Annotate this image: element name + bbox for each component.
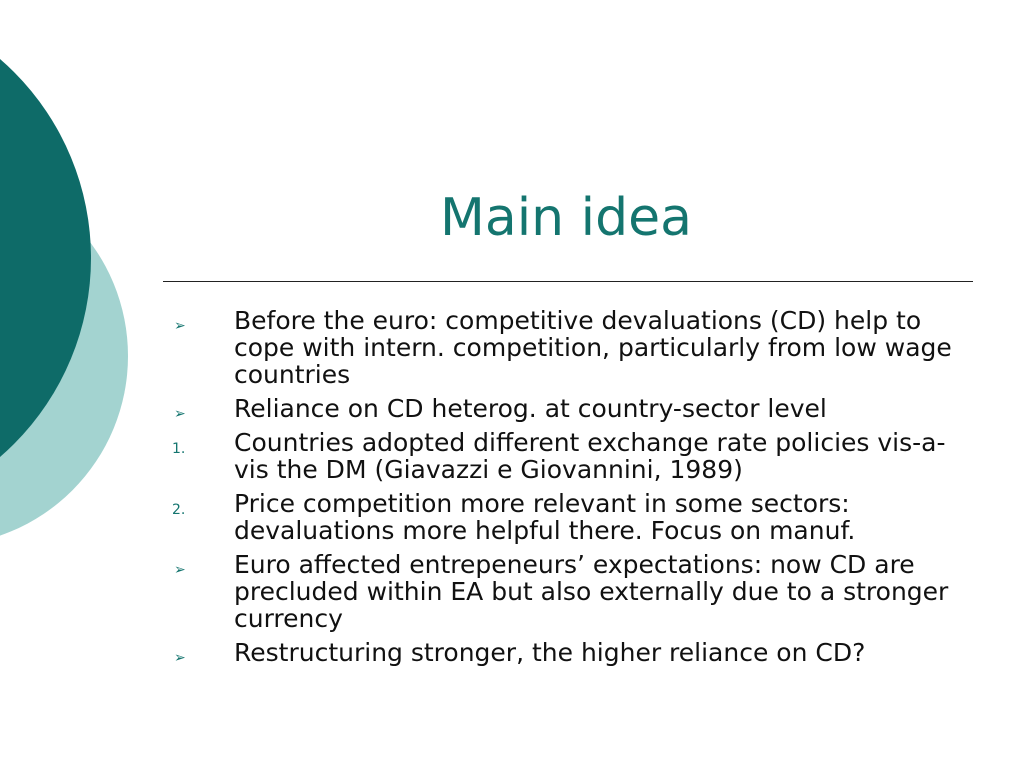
list-item (168, 551, 968, 632)
title-divider (163, 281, 973, 282)
list-item-text: Reliance on CD heterog. at country-sector level (234, 394, 827, 423)
arrow-bullet-icon: ➢ (174, 318, 186, 334)
list-item (168, 429, 968, 483)
list-item-text: Price competition more relevant in some sectors: devaluations more helpful there. Focus on manuf. (234, 489, 856, 545)
bullet-list (168, 307, 968, 673)
arrow-bullet-icon: ➢ (174, 562, 186, 578)
slide-title: Main idea (440, 188, 692, 248)
list-item (168, 639, 968, 666)
list-item (168, 307, 968, 388)
arrow-bullet-icon: ➢ (174, 650, 186, 666)
list-item-text: Euro affected entrepeneurs’ expectations: now CD are precluded within EA but also externally due to a stronger currency (234, 550, 949, 633)
list-item (168, 490, 968, 544)
list-number: 2. (172, 502, 186, 518)
list-number: 1. (172, 441, 186, 457)
list-item (168, 395, 968, 422)
list-item-text: Before the euro: competitive devaluations (CD) help to cope with intern. competition, particularly from low wage countries (234, 306, 952, 389)
list-item-text: Restructuring stronger, the higher reliance on CD? (234, 638, 866, 667)
list-item-text: Countries adopted different exchange rate policies vis-a-vis the DM (Giavazzi e Giovannini, 1989) (234, 428, 946, 484)
arrow-bullet-icon: ➢ (174, 406, 186, 422)
